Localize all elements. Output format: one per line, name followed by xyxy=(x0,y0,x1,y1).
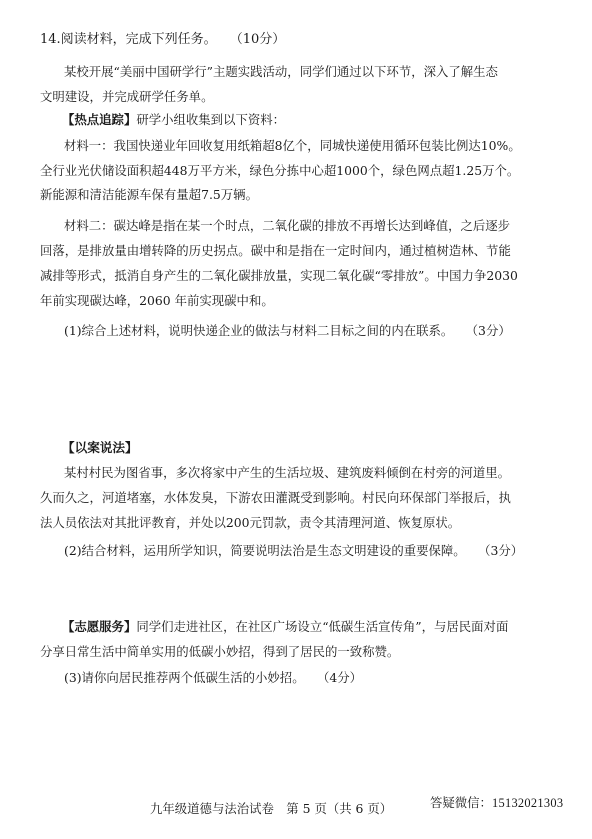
page-footer: 九年级道德与法治试卷 第 5 页（共 6 页） xyxy=(150,801,393,816)
hotspot-heading: 【热点追踪】 xyxy=(62,112,137,127)
volunteer-line-1 xyxy=(62,617,562,637)
contact-info xyxy=(430,793,563,813)
contact-label: 答疑微信： xyxy=(430,795,492,810)
volunteer-line-2: 分享日常生活中简单实用的低碳小妙招，得到了居民的一致称赞。 xyxy=(40,644,400,659)
material2-line-2: 回落，是排放量由增转降的历史拐点。碳中和是指在一定时间内，通过植树造林、节能 xyxy=(40,243,511,258)
case-heading: 【以案说法】 xyxy=(62,440,138,455)
task-3-text: (3)请你向居民推荐两个低碳生活的小妙招。 xyxy=(64,670,305,685)
case-line-1: 某村村民为图省事，多次将家中产生的生活垃圾、建筑废料倾倒在村旁的河道里。 xyxy=(64,465,511,480)
task-3 xyxy=(64,668,564,688)
material2-line-4: 年前实现碳达峰，2060 年前实现碳中和。 xyxy=(40,293,274,308)
task-2-text: (2)结合材料，运用所学知识，简要说明法治是生态文明建设的重要保障。 xyxy=(64,543,466,558)
task-3-score: （4分） xyxy=(316,670,363,685)
question-score: （10分） xyxy=(229,32,286,47)
task-2 xyxy=(64,541,564,561)
task-2-score: （3分） xyxy=(478,543,524,558)
intro-line-1: 某校开展“美丽中国研学行”主题实践活动，同学们通过以下环节，深入了解生态 xyxy=(64,64,498,79)
question-title-text: 14.阅读材料，完成下列任务。 xyxy=(40,32,217,47)
hotspot-heading-line xyxy=(62,110,562,130)
case-line-2: 久而久之，河道堵塞，水体发臭，下游农田灌溉受到影响。村民向环保部门举报后，执 xyxy=(40,490,511,505)
hotspot-heading-tail: 研学小组收集到以下资料： xyxy=(136,112,286,127)
material1-line-1: 材料一：我国快递业年回收复用纸箱超8亿个，同城快递使用循环包装比例达10%。 xyxy=(64,138,521,153)
material1-line-3: 新能源和清洁能源车保有量超7.5万辆。 xyxy=(40,187,258,202)
task-1-score: （3分） xyxy=(465,323,511,338)
material2-line-3: 减排等形式，抵消自身产生的二氧化碳排放量，实现二氧化碳“零排放”。中国力争2030 xyxy=(40,268,518,283)
question-title xyxy=(40,30,560,50)
material1-line-2: 全行业光伏储设面积超448万平方米，绿色分拣中心超1000个，绿色网点超1.25万个。 xyxy=(40,163,520,178)
task-1-text: (1)综合上述材料，说明快递企业的做法与材料二目标之间的内在联系。 xyxy=(64,323,454,338)
volunteer-text-1: 同学们走进社区，在社区广场设立“低碳生活宣传角”，与居民面对面 xyxy=(136,619,509,634)
volunteer-heading: 【志愿服务】 xyxy=(62,619,137,634)
material2-line-1: 材料二：碳达峰是指在某一个时点，二氧化碳的排放不再增长达到峰值，之后逐步 xyxy=(64,218,511,233)
contact-number: 15132021303 xyxy=(491,796,564,810)
intro-line-2: 文明建设，并完成研学任务单。 xyxy=(40,89,214,104)
task-1 xyxy=(64,321,564,341)
case-line-3: 法人员依法对其批评教育，并处以200元罚款，责令其清理河道、恢复原状。 xyxy=(40,515,461,530)
